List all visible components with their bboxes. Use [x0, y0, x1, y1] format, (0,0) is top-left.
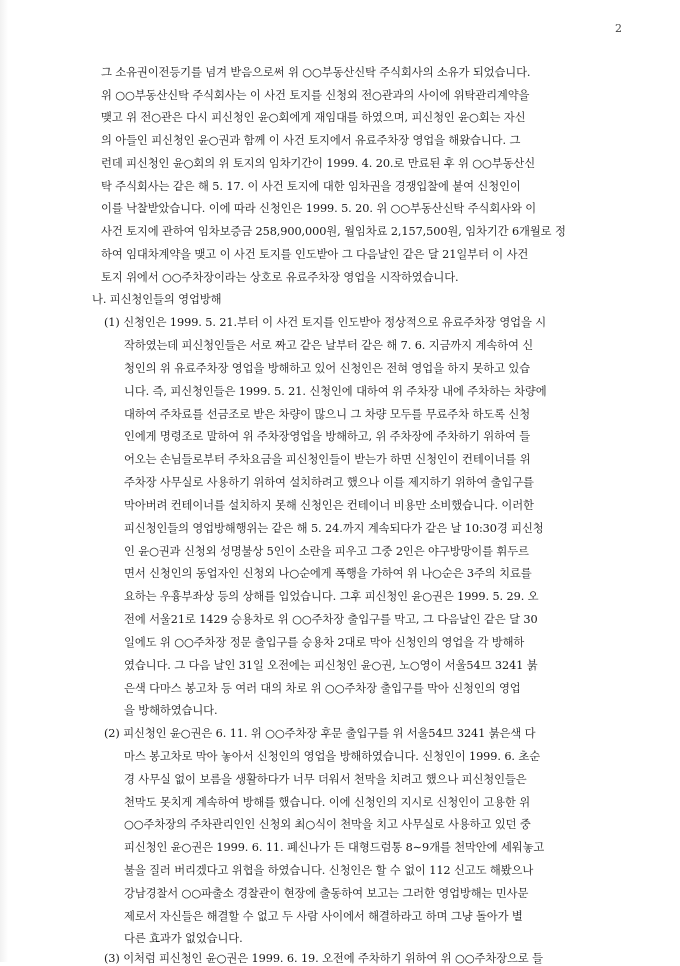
body-line: 였습니다. 그 다음 날인 31일 오전에는 피신청인 윤○권, 노○영이 서울54므 3241 붉	[124, 659, 538, 672]
page-edge-shadow	[0, 0, 8, 962]
body-line: 대하여 주차료를 선금조로 받은 차량이 많으니 그 차량 모두를 무료주차 하도록 신청	[124, 408, 531, 421]
body-line: 탁 주식회사는 같은 해 5. 17. 이 사건 토지에 대한 임차권을 경쟁입찰에 붙여 신청인이	[101, 180, 521, 193]
body-line: 천막도 못치게 계속하여 방해를 했습니다. 이에 신청인의 지시로 신청인이 고용한 위	[124, 796, 531, 809]
body-line: 청인의 위 유료주차장 영업을 방해하고 있어 신청인은 전혀 영업을 하지 못하고 있습	[124, 362, 531, 375]
body-line: 막아버려 컨테이너를 설치하지 못해 신청인은 컨테이너 비용만 소비했습니다. 이러한	[124, 499, 534, 512]
section-heading: 나. 피신청인들의 영업방해	[92, 293, 222, 306]
body-line: 경 사무실 없이 보름을 생활하다가 너무 더워서 천막을 치려고 했으나 피신청인들은	[124, 773, 527, 786]
body-line: 니다. 즉, 피신청인들은 1999. 5. 21. 신청인에 대하여 위 주차장 내에 주차하는 차량에	[124, 385, 547, 398]
body-line: 을 방해하였습니다.	[124, 704, 218, 717]
body-line: 이를 낙찰받았습니다. 이에 따라 신청인은 1999. 5. 20. 위 ○○부동산신탁 주식회사와 이	[101, 202, 537, 215]
body-line: 불을 질러 버리겠다고 위협을 하였습니다. 신청인은 할 수 없이 112 신고도 해봤으나	[124, 864, 534, 877]
body-line: 피신청인 윤○권은 1999. 6. 11. 폐신나가 든 대형드럼통 8∼9개를 천막안에 세워놓고	[124, 841, 545, 854]
body-line: 은색 다마스 봉고차 등 여러 대의 차로 위 ○○주차장 출입구를 막아 신청인의 영업	[124, 682, 521, 695]
body-line: 위 ○○부동산신탁 주식회사는 이 사건 토지를 신청외 전○관과의 사이에 위탁관리계약을	[101, 89, 530, 102]
body-line: 의 아들인 피신청인 윤○권과 함께 이 사건 토지에서 유료주차장 영업을 해왔습니다. 그	[101, 134, 521, 147]
body-line: 어오는 손님들로부터 주차요금을 피신청인들이 받는가 하면 신청인이 컨테이너를 위	[124, 453, 531, 466]
body-line: 주차장 사무실로 사용하기 위하여 설치하려고 했으나 이를 제지하기 위하여 출입구를	[124, 476, 534, 489]
page-number: 2	[615, 22, 622, 35]
body-line: 피신청인들의 영업방해행위는 같은 해 5. 24.까지 계속되다가 같은 날 10:30경 피신청	[124, 522, 544, 535]
body-line: 하여 임대차계약을 맺고 이 사건 토지를 인도받아 그 다음날인 같은 달 21일부터 이 사건	[101, 248, 529, 261]
body-line: 일에도 위 ○○주차장 정문 출입구를 승용차 2대로 막아 신청인의 영업을 각 방해하	[124, 636, 525, 649]
body-line: 런데 피신청인 윤○회의 위 토지의 임차기간이 1999. 4. 20.로 만료된 후 위 ○○부동산신	[101, 157, 536, 170]
body-line: 마스 봉고차로 막아 놓아서 신청인의 영업을 방해하였습니다. 신청인이 1999. 6. 초순	[124, 750, 541, 763]
body-line: 맺고 위 전○관은 다시 피신청인 윤○회에게 재임대를 하였으며, 피신청인 윤○회는 자신	[101, 111, 526, 124]
body-line: 인 윤○권과 신청외 성명불상 5인이 소란을 피우고 그중 2인은 야구방망이를 휘두르	[124, 545, 529, 558]
body-line: 다른 효과가 없었습니다.	[124, 932, 243, 945]
body-line: 전에 서울21로 1429 승용차로 위 ○○주차장 출입구를 막고, 그 다음날인 같은 달 30	[124, 613, 538, 626]
body-line: 면서 신청인의 동업자인 신청외 나○순에게 폭행을 가하여 위 나○순은 3주의 치료를	[124, 567, 532, 580]
body-line: (3) 이처럼 피신청인 윤○권은 1999. 6. 19. 오전에 주차하기 위하여 위 ○○주차장으로 들	[104, 952, 543, 965]
body-line: (2) 피신청인 윤○권은 6. 11. 위 ○○주차장 후문 출입구를 위 서울54므 3241 붉은색 다	[104, 727, 536, 740]
body-line: 제로서 자신들은 해결할 수 없고 두 사람 사이에서 해결하라고 하며 그냥 돌아가 별	[124, 910, 523, 923]
body-line: 강남경찰서 ○○파출소 경찰관이 현장에 출동하여 보고는 그러한 영업방해는 민사문	[124, 887, 529, 900]
body-line: 작하였는데 피신청인들은 서로 짜고 같은 날부터 같은 해 7. 6. 지금까지 계속하여 신	[124, 339, 534, 352]
body-line: 인에게 명령조로 말하여 위 주차장영업을 방해하고, 위 주차장에 주차하기 위하여 들	[124, 430, 531, 443]
body-line: 요하는 우흉부좌상 등의 상해를 입었습니다. 그후 피신청인 윤○권은 1999. 5. 29. 오	[124, 590, 539, 603]
body-line: (1) 신청인은 1999. 5. 21.부터 이 사건 토지를 인도받아 정상적으로 유료주차장 영업을 시	[104, 316, 547, 329]
body-line: 토지 위에서 ○○주차장이라는 상호로 유료주차장 영업을 시작하였습니다.	[101, 271, 459, 284]
body-line: 사건 토지에 관하여 임차보증금 258,900,000원, 월임차료 2,157,500원, 임차기간 6개월로 정	[101, 225, 566, 238]
body-line: 그 소유권이전등기를 넘겨 받음으로써 위 ○○부동산신탁 주식회사의 소유가 되었습니다.	[101, 66, 531, 79]
body-line: ○○주차장의 주차관리인인 신청외 최○식이 천막을 치고 사무실로 사용하고 있던 중	[124, 818, 531, 831]
